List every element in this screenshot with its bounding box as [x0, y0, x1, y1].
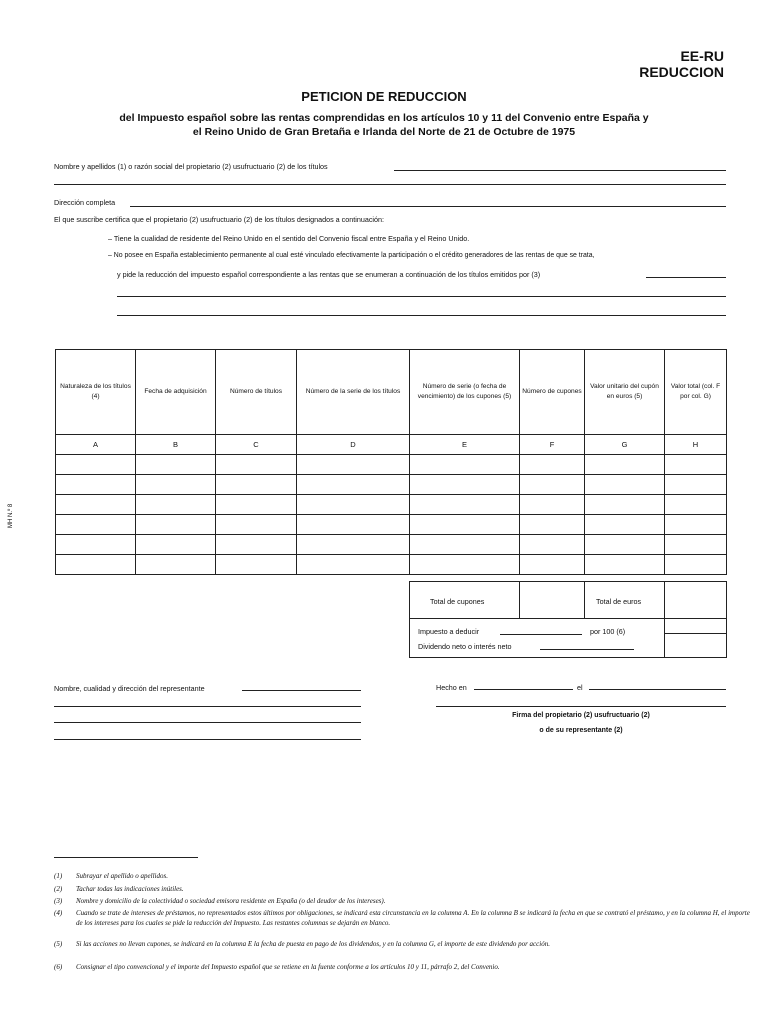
footnote-divider	[54, 857, 198, 858]
col-letter: A	[56, 435, 136, 455]
col-letter: F	[520, 435, 585, 455]
table-cell[interactable]	[297, 535, 410, 555]
table-cell[interactable]	[216, 535, 297, 555]
table-cell[interactable]	[665, 555, 727, 575]
footnote	[54, 909, 754, 939]
footnote-number: (4)	[54, 909, 63, 917]
footnote	[54, 885, 754, 896]
table-row	[56, 555, 727, 575]
table-row	[56, 535, 727, 555]
bullet-no-establishment: – No posee en España establecimiento permanente al cual esté vinculado efectivamente la participación o el crédito generadores de las rentas de que se trata,	[108, 252, 595, 259]
col-letter: G	[585, 435, 665, 455]
footnote-number: (3)	[54, 897, 63, 905]
name-field[interactable]	[394, 170, 726, 171]
dividendo-amount-field[interactable]	[665, 635, 726, 656]
table-cell[interactable]	[136, 455, 216, 475]
table-cell[interactable]	[410, 475, 520, 495]
col-letter: B	[136, 435, 216, 455]
issuer-field-line-3[interactable]	[117, 315, 726, 316]
table-cell[interactable]	[216, 515, 297, 535]
table-cell[interactable]	[297, 495, 410, 515]
footnote-text: Si las acciones no llevan cupones, se indicará en la columna E la fecha de puesta en pago de los dividendos, y en la columna G, el importe de este dividendo por acción.	[76, 940, 550, 948]
table-cell[interactable]	[56, 495, 136, 515]
table-row	[56, 455, 727, 475]
page-subtitle	[60, 111, 708, 139]
table-cell[interactable]	[297, 475, 410, 495]
table-row	[56, 475, 727, 495]
certify-text: El que suscribe certifica que el propietario (2) usufructuario (2) de los títulos designados a continuación:	[54, 215, 385, 224]
col-header-b: Fecha de adquisición	[136, 350, 216, 435]
representative-label: Nombre, cualidad y dirección del representante	[54, 684, 205, 693]
impuesto-amount-field[interactable]	[665, 620, 726, 632]
table-cell[interactable]	[216, 455, 297, 475]
representative-field-line-4[interactable]	[54, 739, 361, 740]
total-euros-label: Total de euros	[596, 597, 642, 606]
table-cell[interactable]	[520, 535, 585, 555]
dividendo-field[interactable]	[540, 649, 634, 650]
table-cell[interactable]	[585, 535, 665, 555]
table-cell[interactable]	[136, 495, 216, 515]
footnote-text: Nombre y domicilio de la colectividad o sociedad emisora residente en España (o del deudor de los intereses).	[76, 897, 386, 905]
footnote	[54, 872, 754, 883]
col-header-a: Naturaleza de los títulos (4)	[56, 350, 136, 435]
fecha-el-label: el	[577, 683, 583, 692]
table-cell[interactable]	[410, 495, 520, 515]
table-cell[interactable]	[216, 555, 297, 575]
footnote-number: (6)	[54, 963, 63, 971]
table-cell[interactable]	[585, 495, 665, 515]
table-cell[interactable]	[297, 555, 410, 575]
firma-label: Firma del propietario (2) usufructuario (2)	[512, 712, 650, 719]
table-cell[interactable]	[665, 475, 727, 495]
table-cell[interactable]	[56, 555, 136, 575]
table-cell[interactable]	[520, 495, 585, 515]
impuesto-label: Impuesto a deducir	[418, 627, 480, 636]
col-header-h: Valor total (col. F por col. G)	[665, 350, 727, 435]
footnote-number: (1)	[54, 872, 63, 880]
table-cell[interactable]	[56, 515, 136, 535]
side-code: MH N.º 8	[8, 503, 14, 528]
firma-label-2: o de su representante (2)	[539, 727, 623, 734]
table-cell[interactable]	[520, 455, 585, 475]
name-label: Nombre y apellidos (1) o razón social del propietario (2) usufructuario (2) de los títulos	[54, 162, 328, 171]
table-cell[interactable]	[410, 515, 520, 535]
page-title: PETICION DE REDUCCION	[301, 89, 467, 104]
table-cell[interactable]	[520, 475, 585, 495]
table-cell[interactable]	[665, 455, 727, 475]
table-cell[interactable]	[410, 555, 520, 575]
table-letter-row	[56, 435, 727, 455]
footnote-number: (2)	[54, 885, 63, 893]
footnote-text: Cuando se trate de intereses de préstamos, no representados estos últimos por obligaciones, se indicará esta circunstancia en la columna A. En la columna B se indicará la fecha en que se contrató el préstamo, y en la columna H, el importe de los intereses para los cuales se pide la reducción del Impuesto. Las restantes columnas se dejarán en blanco.	[76, 909, 750, 927]
form-code-reduccion: REDUCCION	[639, 64, 724, 80]
hecho-en-field[interactable]	[474, 689, 573, 690]
footnote	[54, 963, 754, 974]
table-cell[interactable]	[56, 535, 136, 555]
table-cell[interactable]	[216, 495, 297, 515]
table-header-row	[56, 350, 727, 435]
table-cell[interactable]	[520, 515, 585, 535]
titles-table	[55, 349, 727, 575]
table-cell[interactable]	[665, 495, 727, 515]
col-header-d: Número de la serie de los títulos	[297, 350, 410, 435]
table-row	[56, 495, 727, 515]
table-cell[interactable]	[665, 515, 727, 535]
table-cell[interactable]	[520, 555, 585, 575]
col-letter: D	[297, 435, 410, 455]
table-cell[interactable]	[136, 535, 216, 555]
footnote-text: Consignar el tipo convencional y el importe del Impuesto español que se retiene en la fuente conforme a los artículos 10 y 11, párrafo 2, del Convenio.	[76, 963, 500, 971]
footnote-number: (5)	[54, 940, 63, 948]
footnote-text: Tachar todas las indicaciones inútiles.	[76, 885, 184, 893]
representative-field-line-2[interactable]	[54, 706, 361, 707]
totals-box	[409, 581, 727, 619]
footnote	[54, 897, 754, 908]
col-letter: E	[410, 435, 520, 455]
fecha-field[interactable]	[589, 689, 726, 690]
col-letter: C	[216, 435, 297, 455]
impuesto-rate-field[interactable]	[500, 634, 582, 635]
table-cell[interactable]	[136, 475, 216, 495]
table-cell[interactable]	[56, 455, 136, 475]
subtitle-line-1: del Impuesto español sobre las rentas comprendidas en los artículos 10 y 11 del Convenio entre España y	[119, 112, 649, 124]
table-cell[interactable]	[136, 555, 216, 575]
subtitle-line-2: el Reino Unido de Gran Bretaña e Irlanda del Norte de 21 de Octubre de 1975	[192, 126, 576, 138]
table-cell[interactable]	[585, 455, 665, 475]
table-cell[interactable]	[136, 515, 216, 535]
table-cell[interactable]	[665, 535, 727, 555]
representative-field[interactable]	[242, 690, 361, 691]
por-cien-label: por 100 (6)	[590, 627, 626, 636]
issuer-field-line-2[interactable]	[117, 296, 726, 297]
request-text: y pide la reducción del impuesto español correspondiente a las rentas que se enumeran a continuación de los títulos emitidos por (3)	[117, 270, 541, 279]
table-cell[interactable]	[585, 515, 665, 535]
address-field[interactable]	[130, 206, 726, 207]
table-cell[interactable]	[585, 475, 665, 495]
table-cell[interactable]	[585, 555, 665, 575]
table-cell[interactable]	[410, 455, 520, 475]
table-cell[interactable]	[297, 515, 410, 535]
table-body	[56, 455, 727, 575]
footnote	[54, 940, 754, 960]
total-cupones-field[interactable]	[520, 583, 583, 617]
signature-field[interactable]	[436, 706, 726, 707]
footnote-text: Subrayar el apellido o apellidos.	[76, 872, 168, 880]
representative-field-line-3[interactable]	[54, 722, 361, 723]
table-row	[56, 515, 727, 535]
table-cell[interactable]	[410, 535, 520, 555]
issuer-field[interactable]	[646, 277, 726, 278]
dividendo-label: Dividendo neto o interés neto	[418, 642, 512, 651]
col-header-c: Número de títulos	[216, 350, 297, 435]
col-header-g: Valor unitario del cupón en euros (5)	[585, 350, 665, 435]
hecho-en-label: Hecho en	[436, 683, 467, 692]
address-label: Dirección completa	[54, 198, 116, 207]
col-header-f: Número de cupones	[520, 350, 585, 435]
tax-box	[409, 618, 727, 658]
col-header-e: Número de serie (o fecha de vencimiento) de los cupones (5)	[410, 350, 520, 435]
table-cell[interactable]	[297, 455, 410, 475]
table-cell[interactable]	[216, 475, 297, 495]
total-cupones-label: Total de cupones	[430, 597, 485, 606]
table-cell[interactable]	[56, 475, 136, 495]
name-field-line-2[interactable]	[54, 184, 726, 185]
total-euros-field[interactable]	[665, 583, 726, 617]
bullet-resident: – Tiene la cualidad de residente del Reino Unido en el sentido del Convenio fiscal entre España y el Reino Unido.	[108, 234, 470, 243]
form-code: EE-RU	[680, 48, 724, 64]
col-letter: H	[665, 435, 727, 455]
